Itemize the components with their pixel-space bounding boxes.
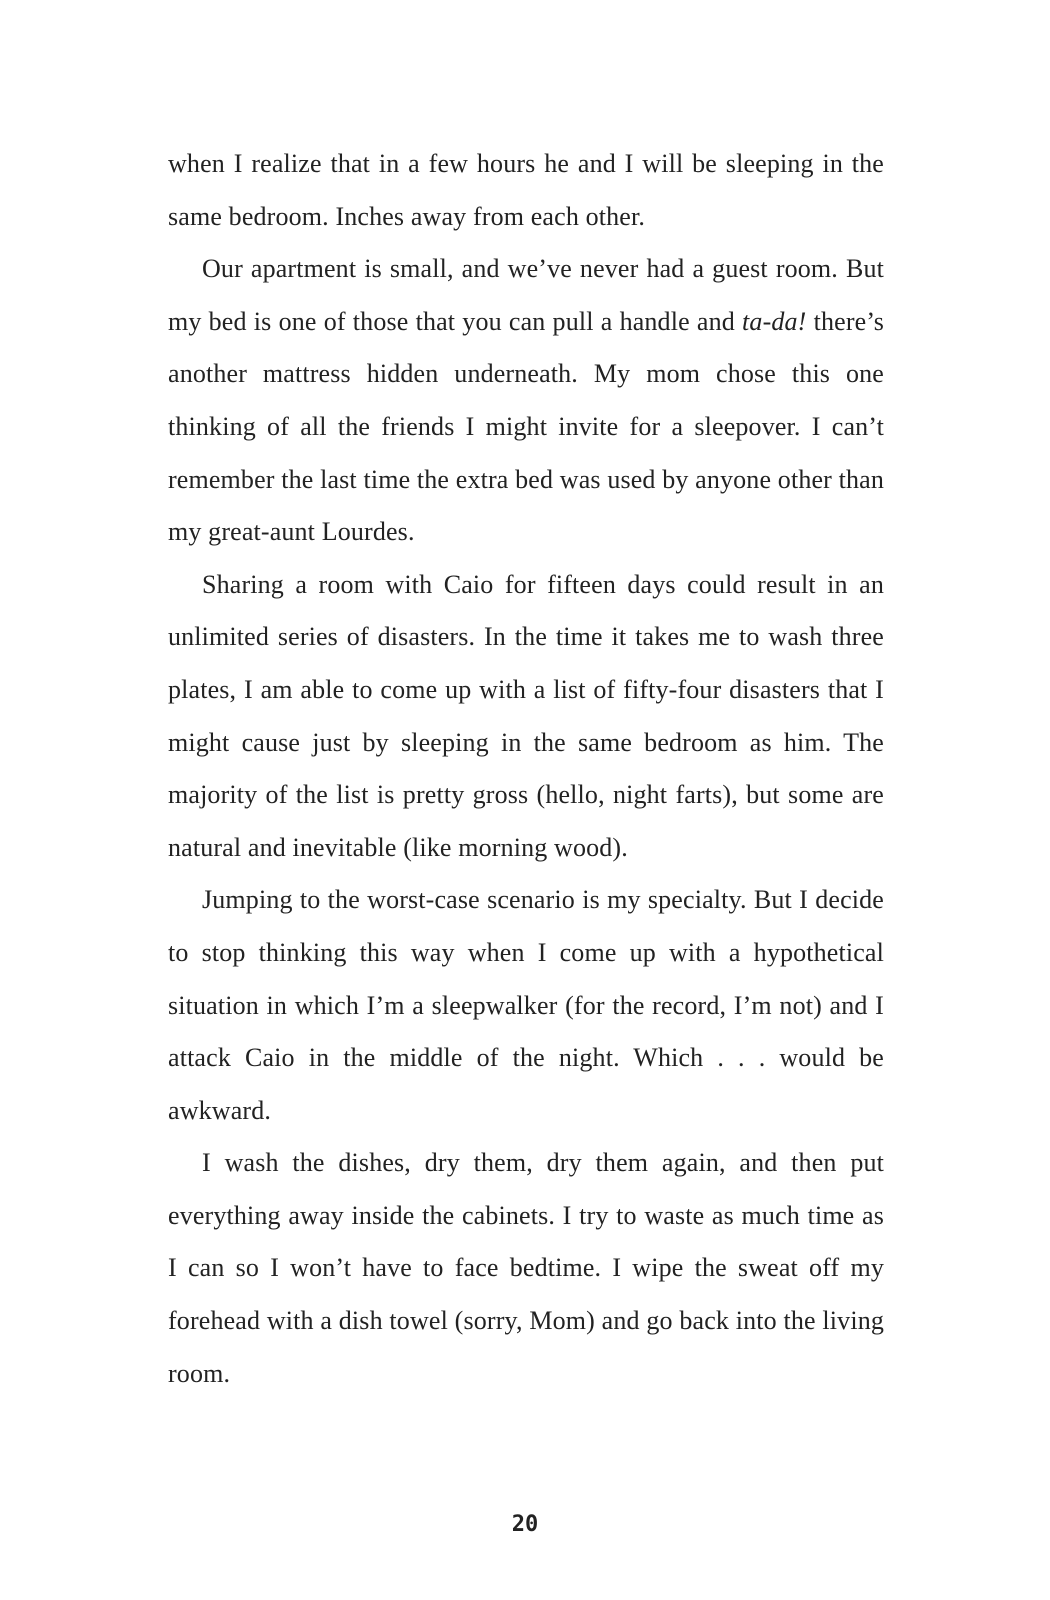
- paragraph-5: I wash the dishes, dry them, dry them again, and then put everything away inside the cabinets. I try to waste as much time as I can so I won’t have to face bedtime. I wipe the sweat off my forehead with a dish towel (sorry, Mom) and go back into the living room.: [168, 1148, 884, 1388]
- paragraph-4: Jumping to the worst-case scenario is my specialty. But I decide to stop thinking this way when I come up with a hypothetical situation in which I’m a sleepwalker (for the record, I’m not) and I attack Caio in the middle of the night. Which . . . would be awkward.: [168, 885, 884, 1125]
- paragraph-2-text-before: Our apartment is small, and we’ve never had a guest room. But my bed is one of those that you can pull a handle and: [168, 254, 884, 336]
- paragraph-2: [168, 243, 884, 559]
- paragraph-3: Sharing a room with Caio for fifteen days could result in an unlimited series of disasters. In the time it takes me to wash three plates, I am able to come up with a list of fifty-four disasters that I might cause just by sleeping in the same bedroom as him. The majority of the list is pretty gross (hello, night farts), but some are natural and inevitable (like morning wood).: [168, 569, 884, 862]
- paragraph-2-text-after: there’s another mattress hidden underneath. My mom chose this one thinking of all the friends I might invite for a sleepover. I can’t remember the last time the extra bed was used by anyone other than my great-aunt Lourdes.: [168, 306, 884, 547]
- body-text: [168, 138, 884, 1400]
- paragraph-1: when I realize that in a few hours he and I will be sleeping in the same bedroom. Inches away from each other.: [168, 149, 884, 231]
- paragraph-2-italic: ta-da!: [742, 306, 807, 336]
- page-number: 20: [511, 1512, 539, 1537]
